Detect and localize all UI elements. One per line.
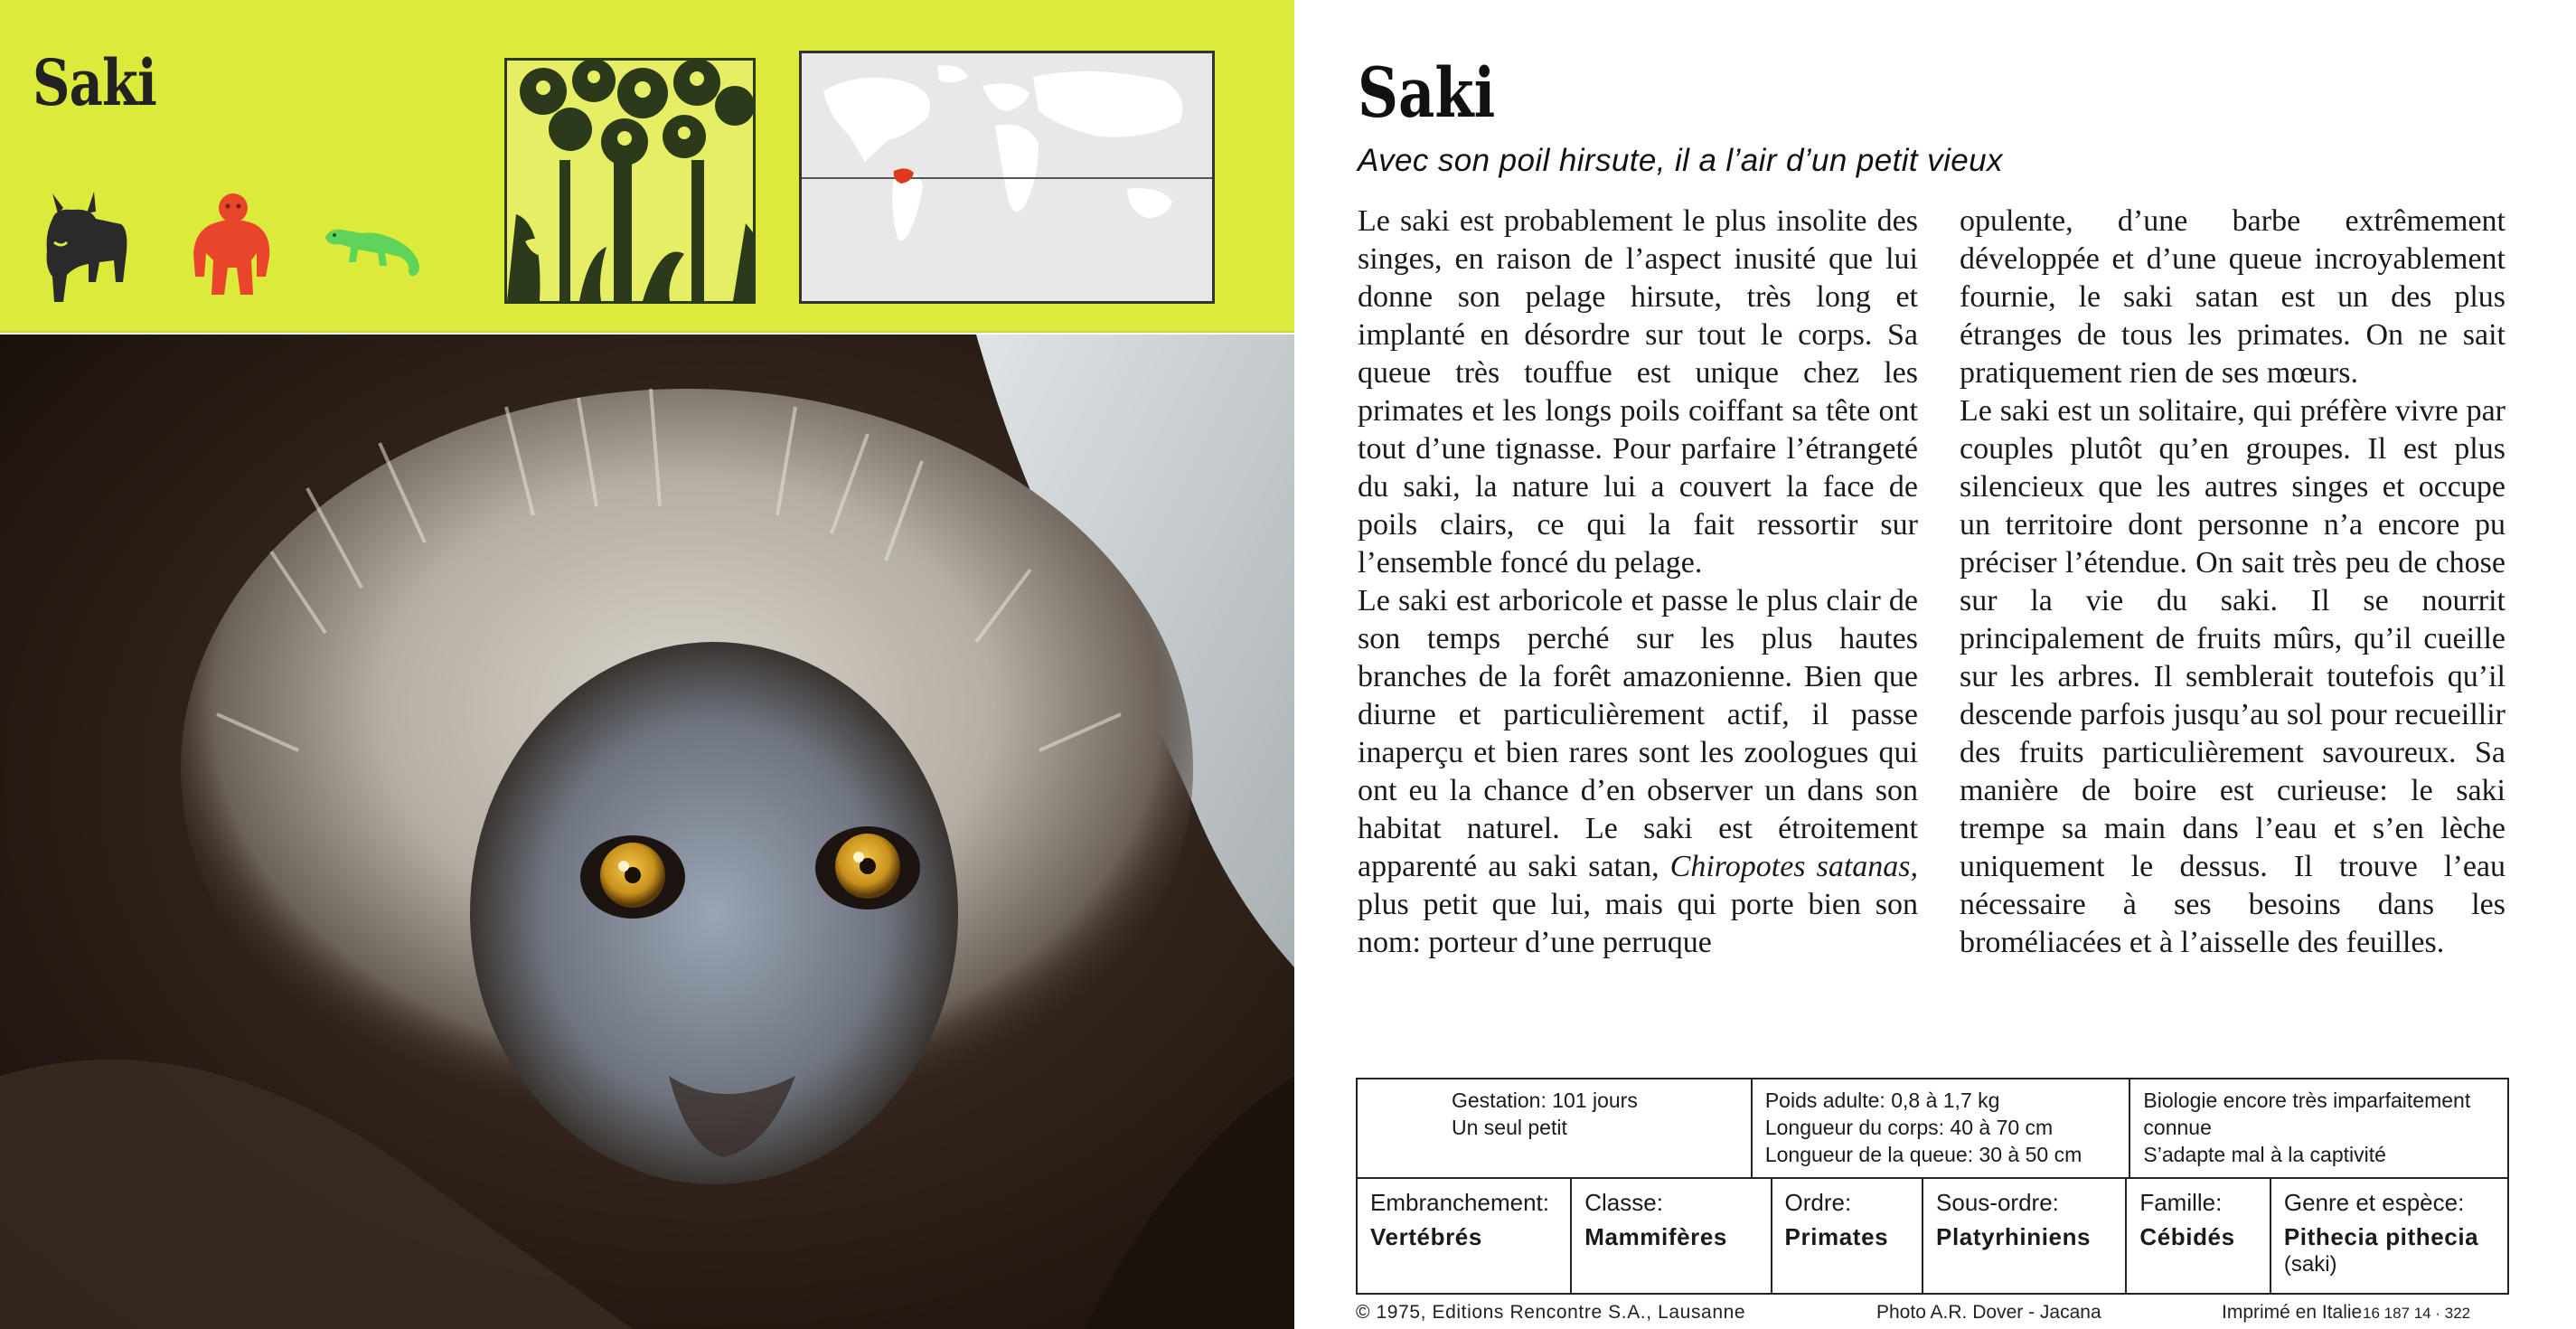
taxonomy-order bbox=[1772, 1179, 1924, 1293]
common-name: (saki) bbox=[2283, 1252, 2337, 1277]
paragraph: Le saki est probablement le plus insolite des singes, en raison de l’aspect inusité que lui donne son pelage hirsute, très long et implanté en désordre sur tout le corps. Sa queue très touffue est unique chez les primates et les longs poils coiffant sa tête ont tout d’une tignasse. Pour parfaire l’étrangeté du saki, la nature lui a couvert la face de poils clairs, ce qui la fait ressortir sur l’ensemble foncé du pelage. bbox=[1358, 204, 1918, 580]
photo-credit: Photo A.R. Dover - Jacana bbox=[1876, 1302, 2101, 1323]
stat-line: Longueur de la queue: 30 à 50 cm bbox=[1764, 1143, 2082, 1166]
paragraph: Le saki est un solitaire, qui préfère vivre par couples plutôt qu’en groupes. Il est plus silencieux que les autres singes et occupe un territoire dont personne n’a encore pu préciser l’étendue. On sait très peu de chose sur la vie du saki. Il se nourrit principalement de fruits mûrs, qu’il cueille sur les arbres. Il semblerait toutefois qu’il descende parfois jusqu’au sol pour recueillir des fruits particulièrement savoureux. Sa manière de boire est curieuse: le saki trempe sa main dans l’eau et s’en lèche uniquement le dessus. Il trouve l’eau nécessaire à ses besoins dans les broméliacées et à l’aisselle des feuilles. bbox=[1960, 394, 2505, 959]
taxonomy-label: Sous-ordre: bbox=[1936, 1189, 2059, 1216]
stat-line: Biologie encore très imparfaitement bbox=[2143, 1089, 2471, 1112]
taxonomy-value: Pithecia pithecia bbox=[2283, 1223, 2479, 1250]
taxonomy-value: Primates bbox=[1784, 1223, 1889, 1250]
paragraph: opulente, d’une barbe extrêmement développée et d’une queue incroyablement fournie, le saki satan est un des plus étranges de tous les primates. On ne sait pratiquement rien de ses mœurs. bbox=[1960, 204, 2505, 390]
paragraph-text: plus petit que lui, mais qui porte bien son nom: porteur d’une perruque bbox=[1358, 888, 1918, 959]
text-column-right bbox=[1960, 203, 2505, 962]
ox-icon bbox=[40, 188, 130, 306]
stat-line: Poids adulte: 0,8 à 1,7 kg bbox=[1764, 1089, 2000, 1112]
ape-icon bbox=[188, 190, 275, 298]
species-title: Saki bbox=[33, 45, 156, 120]
taxonomy-value: Mammifères bbox=[1584, 1223, 1727, 1250]
habitat-jungle-illustration bbox=[504, 58, 756, 304]
stats-measurements bbox=[1753, 1079, 2131, 1177]
latin-name: Chiropotes satanas, bbox=[1669, 850, 1918, 883]
taxonomy-value: Cébidés bbox=[2139, 1223, 2235, 1250]
text-column-left bbox=[1358, 203, 1918, 962]
taxonomy-class bbox=[1572, 1179, 1772, 1293]
taxonomy-value: Platyrhiniens bbox=[1936, 1223, 2092, 1250]
taxonomy-label: Classe: bbox=[1584, 1189, 1663, 1216]
card-header-band bbox=[0, 0, 1294, 333]
copyright-text: © 1975, Editions Rencontre S.A., Lausanne bbox=[1356, 1302, 1746, 1323]
stat-line: S’adapte mal à la captivité bbox=[2143, 1143, 2386, 1166]
biology-stats-table bbox=[1356, 1078, 2509, 1179]
article-subtitle: Avec son poil hirsute, il a l’air d’un petit vieux bbox=[1358, 143, 2003, 178]
paragraph bbox=[1358, 582, 1918, 962]
taxonomy-label: Embranchement: bbox=[1370, 1189, 1549, 1216]
taxonomy-phylum bbox=[1358, 1179, 1572, 1293]
taxonomy-species bbox=[2271, 1179, 2507, 1293]
taxonomy-suborder bbox=[1923, 1179, 2127, 1293]
stat-line: Gestation: 101 jours bbox=[1452, 1089, 1638, 1112]
paragraph-text: Le saki est arboricole et passe le plus clair de son temps perché sur les plus hautes branches de la forêt amazonienne. Bien que diurne et particulièrement actif, il passe inaperçu et bien rares sont les zoologues qui ont eu la chance d’en observer un dans son habitat naturel. Le saki est étroitement apparenté au saki satan, bbox=[1358, 584, 1918, 883]
world-range-map bbox=[799, 51, 1215, 304]
stats-reproduction bbox=[1358, 1079, 1753, 1177]
stats-notes bbox=[2130, 1079, 2507, 1177]
card-footer bbox=[1356, 1302, 2522, 1327]
stat-line: Longueur du corps: 40 à 70 cm bbox=[1764, 1116, 2054, 1139]
saki-photograph bbox=[0, 335, 1294, 1329]
article-title: Saki bbox=[1358, 52, 1496, 133]
stat-line: connue bbox=[2143, 1116, 2212, 1139]
card-back bbox=[1341, 0, 2576, 1329]
stat-line: Un seul petit bbox=[1452, 1116, 1567, 1139]
taxonomy-label: Genre et espèce: bbox=[2283, 1189, 2465, 1216]
lizard-icon bbox=[322, 217, 430, 282]
taxonomy-label: Ordre: bbox=[1784, 1189, 1852, 1216]
taxonomy-table bbox=[1356, 1179, 2509, 1295]
taxonomy-value: Vertébrés bbox=[1370, 1223, 1482, 1250]
print-origin: Imprimé en Italie bbox=[2222, 1302, 2363, 1323]
card-code: 16 187 14 · 322 bbox=[2363, 1305, 2471, 1322]
taxonomy-family bbox=[2127, 1179, 2271, 1293]
taxonomy-label: Famille: bbox=[2139, 1189, 2223, 1216]
